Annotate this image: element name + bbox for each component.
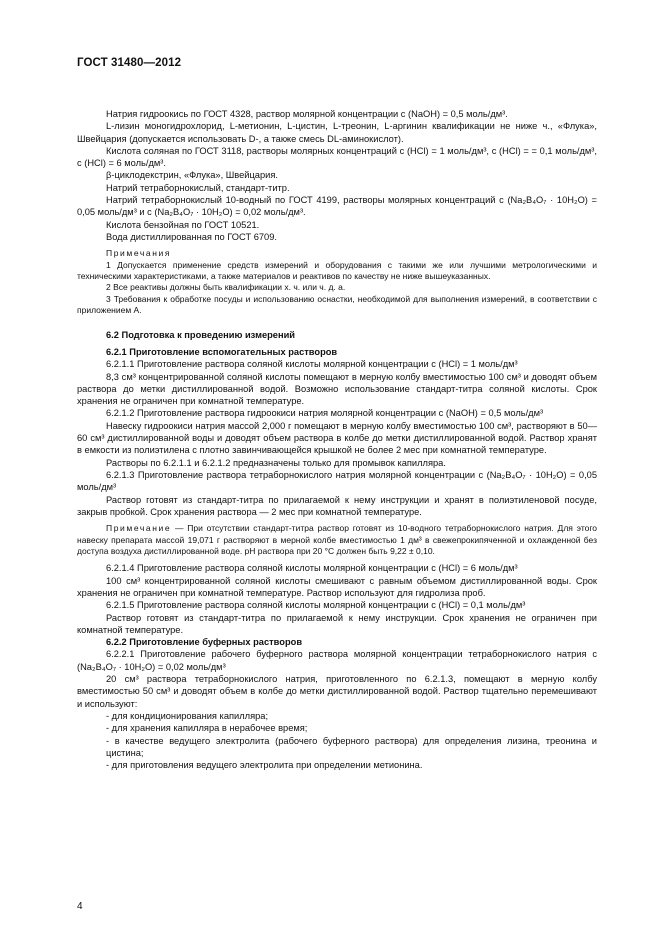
paragraph-body: Раствор готовят из стандарт-титра по прилагаемой к нему инструкции. Срок хранения не ограничен при комнатной температуре. [77, 612, 597, 635]
list-item: - в качестве ведущего электролита (рабочего буферного раствора) для определения лизина, треонина и цистина; [106, 735, 597, 758]
list-item: - для приготовления ведущего электролита при определении метионина. [106, 760, 423, 771]
paragraph-heading: 6.2.1.3 Приготовление раствора тетраборнокислого натрия молярной концентрации c (Na₂B₄O₇ · 10H₂O) = 0,05 моль/дм³ [77, 469, 597, 493]
page-number: 4 [77, 901, 83, 912]
note-item: 1 Допускается применение средств измерений и оборудования с такими же или лучшими метрологическими и техническими характеристиками, а также материалов и реактивов по качеству не ниже вышеуказанных. [77, 259, 597, 282]
procedure-note [77, 523, 597, 557]
paragraph-body: 8,3 см³ концентрированной соляной кислоты помещают в мерную колбу вместимостью 100 см³ и доводят объем раствора до метки дистиллированной водой. Возможно использование стандарт-титра соляной кислоты. Срок хранения не ограничен при комнатной температуре. [77, 371, 597, 407]
document-header: ГОСТ 31480—2012 [77, 57, 182, 69]
section-title-6-2-2: 6.2.2 Приготовление буферных растворов [106, 637, 303, 648]
document-body [77, 108, 597, 771]
paragraph-body: Раствор готовят из стандарт-титра по прилагаемой к нему инструкции и хранят в полиэтиленовой посуде, закрыв пробкой. Срок хранения раствора — 2 мес при комнатной температуре. [77, 494, 597, 517]
section-title-6-2: 6.2 Подготовка к проведению измерений [106, 329, 296, 340]
paragraph-heading: 6.2.2.1 Приготовление рабочего буферного раствора молярной концентрации тетраборнокислого натрия c (Na₂B₄O₇ · 10H₂O) = 0,02 моль/дм³ [77, 649, 597, 672]
paragraph-body: 100 см³ концентрированной соляной кислоты смешивают с равным объемом дистиллированной воды. Срок хранения не ограничен при комнатной температуре. Раствор используют для гидролиза проб. [77, 575, 597, 598]
note-item: 3 Требования к обработке посуды и использованию оснастки, необходимой для выполнения измерений, в соответствии с приложением А. [77, 293, 597, 316]
paragraph-heading: 6.2.1.1 Приготовление раствора соляной кислоты молярной концентрации c (HCl) = 1 моль/дм³ [106, 359, 518, 370]
reagent-item: L-лизин моногидрохлорид, L-метионин, L-цистин, L-треонин, L-аргинин квалификации не ниже ч., «Флука», Швейцария (допускается использовать D-, а также смесь DL-аминокислот). [77, 121, 597, 144]
procedure-note-label: Примечание [106, 523, 172, 534]
reagent-item: β-циклодекстрин, «Флука», Швейцария. [106, 170, 278, 181]
list-item: - для кондиционирования капилляра; [106, 710, 269, 721]
notes-title: Примечания [106, 248, 172, 259]
reagent-item: Натрия гидроокись по ГОСТ 4328, раствор молярной концентрации c (NaOH) = 0,5 моль/дм³. [106, 109, 508, 119]
paragraph-heading: 6.2.1.5 Приготовление раствора соляной кислоты молярной концентрации c (HCl) = 0,1 моль/дм³ [106, 600, 526, 611]
reagent-item: Натрий тетраборнокислый, стандарт-титр. [106, 182, 290, 193]
paragraph-body: Растворы по 6.2.1.1 и 6.2.1.2 предназначены только для промывок капилляра. [106, 457, 446, 468]
paragraph-heading: 6.2.1.4 Приготовление раствора соляной кислоты молярной концентрации c (HCl) = 6 моль/дм³ [106, 563, 518, 574]
section-title-6-2-1: 6.2.1 Приготовление вспомогательных растворов [106, 347, 338, 357]
paragraph-body: 20 см³ раствора тетраборнокислого натрия, приготовленного по 6.2.1.3, помещают в мерную колбу вместимостью 50 см³ и доводят объем в колбе до метки дистиллированной водой. Раствор тщательно перемешивают и используют: [77, 674, 597, 709]
reagent-item: Натрий тетраборнокислый 10-водный по ГОСТ 4199, растворы молярных концентраций c (Na₂B₄O₇ · 10H₂O) = 0,05 моль/дм³ и c (Na₂B₄O₇ · 10H₂O) = 0,02 моль/дм³. [77, 195, 597, 218]
reagent-item: Кислота соляная по ГОСТ 3118, растворы молярных концентраций c (HCl) = 1 моль/дм³, c (HCl) = = 0,1 моль/дм³, c (HCl) = 6 моль/дм³. [77, 145, 597, 169]
paragraph-body: Навеску гидроокиси натрия массой 2,000 г помещают в мерную колбу вместимостью 100 см³, растворяют в 50—60 см³ дистиллированной воды и доводят объем раствора в колбе до метки дистиллированной водой. Раствор хранят в емкости из полиэтилена с плотно завинчивающейся крышкой не более 2 мес при комнатной температуре. [77, 420, 597, 456]
note-item: 2 Все реактивы должны быть квалификации х. ч. или ч. д. а. [106, 282, 346, 293]
list-item: - для хранения капилляра в нерабочее время; [106, 723, 308, 734]
reagent-item: Кислота бензойная по ГОСТ 10521. [106, 219, 260, 230]
paragraph-heading: 6.2.1.2 Приготовление раствора гидроокиси натрия молярной концентрации c (NaOH) = 0,5 моль/дм³ [106, 408, 544, 419]
procedure-note-text: — При отсутствии стандарт-титра раствор готовят из 10-водного тетраборнокислого натрия. Для этого навеску препарата массой 19,071 г растворяют в мерной колбе вместимостью 1 дм³ в свежепрокипяченной и охлажденной без доступа воздуха дистиллированной воде. pH раствора при 20 °C должен быть 9,22 ± 0,10. [77, 523, 597, 556]
reagent-item: Вода дистиллированная по ГОСТ 6709. [106, 231, 277, 242]
